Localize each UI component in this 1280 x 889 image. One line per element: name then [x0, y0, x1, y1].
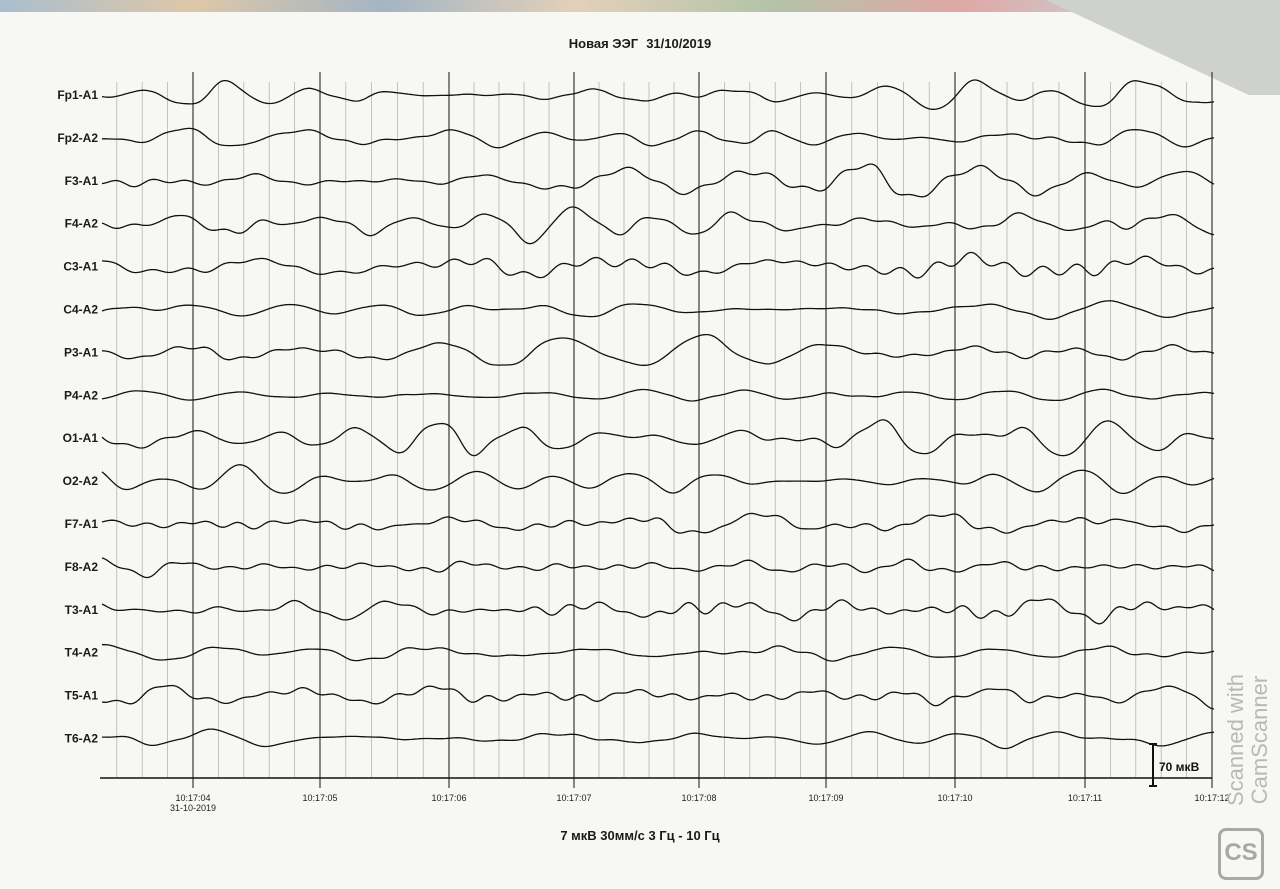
channel-label: T5-A1 [64, 688, 98, 703]
camscanner-logo-icon: CS [1218, 828, 1264, 880]
time-tick-label: 10:17:04 [175, 793, 211, 803]
scanner-watermark [1224, 674, 1272, 806]
channel-label: C3-A1 [63, 259, 98, 274]
eeg-trace [102, 80, 1214, 109]
time-tick-label: 10:17:06 [431, 793, 467, 803]
eeg-trace [102, 389, 1214, 401]
channel-label: O1-A1 [62, 431, 98, 446]
channel-label: O2-A2 [62, 474, 98, 489]
channel-label: Fp2-A2 [57, 130, 98, 145]
time-tick-label: 10:17:05 [302, 793, 338, 803]
recording-settings: 7 мкВ 30мм/с 3 Гц - 10 Гц [560, 828, 720, 843]
watermark-line-1: Scanned with [1223, 673, 1248, 807]
eeg-trace [102, 465, 1214, 494]
eeg-trace [102, 420, 1214, 456]
channel-label: F8-A2 [64, 559, 98, 574]
watermark-line-2: CamScanner [1247, 675, 1272, 805]
eeg-trace [102, 645, 1214, 662]
eeg-trace [102, 301, 1214, 320]
title-date: 31/10/2019 [646, 36, 712, 51]
time-tick-label: 10:17:09 [808, 793, 844, 803]
time-tick-label: 10:17:08 [681, 793, 717, 803]
eeg-trace [102, 128, 1214, 147]
channel-label: C4-A2 [63, 302, 98, 317]
eeg-trace [102, 335, 1214, 366]
channel-label: P3-A1 [63, 345, 98, 360]
eeg-trace [102, 686, 1214, 710]
channel-label: P4-A2 [63, 388, 98, 403]
calibration-label: 70 мкВ [1159, 760, 1200, 774]
channel-label: T3-A1 [64, 602, 98, 617]
eeg-trace [102, 207, 1214, 244]
channel-label: Fp1-A1 [57, 88, 98, 102]
eeg-trace [102, 513, 1214, 533]
channel-label: T4-A2 [64, 645, 98, 660]
eeg-trace [102, 599, 1214, 624]
eeg-trace [102, 164, 1214, 197]
time-tick-label: 10:17:11 [1067, 793, 1103, 803]
channel-label: T6-A2 [64, 731, 98, 746]
title-text: Новая ЭЭГ [568, 36, 639, 51]
time-tick-date: 31-10-2019 [169, 803, 217, 813]
eeg-trace [102, 558, 1214, 578]
time-tick-label: 10:17:10 [937, 793, 973, 803]
channel-label: F4-A2 [64, 216, 98, 231]
time-tick-label: 10:17:12 [1194, 793, 1230, 803]
eeg-trace [102, 253, 1214, 279]
channel-label: F7-A1 [64, 517, 98, 531]
time-tick-label: 10:17:07 [556, 793, 592, 803]
eeg-trace [102, 729, 1214, 748]
channel-label: F3-A1 [64, 173, 98, 188]
